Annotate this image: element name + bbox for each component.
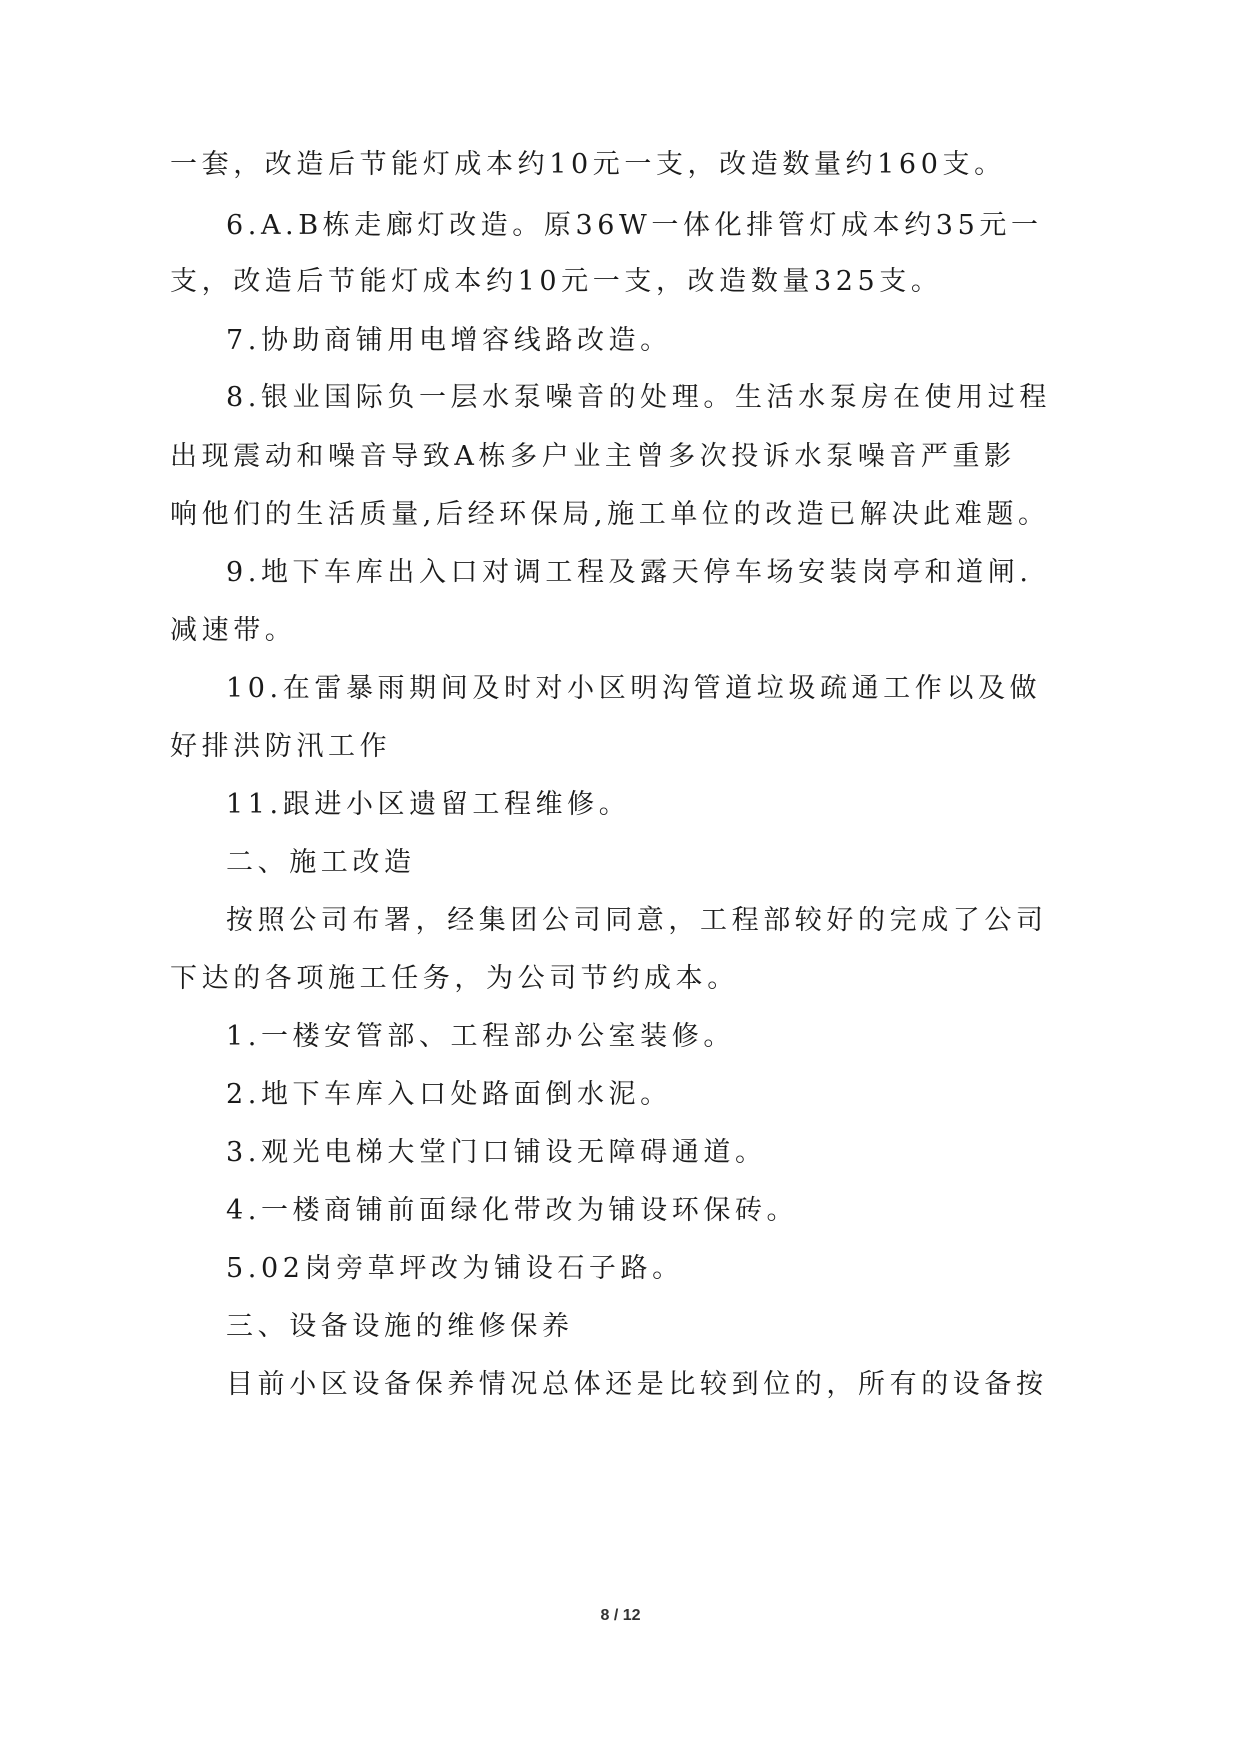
text-line: 响他们的生活质量,后经环保局,施工单位的改造已解决此难题。 [170, 499, 1050, 530]
text-line: 减速带。 [170, 615, 297, 646]
text-line: 一套，改造后节能灯成本约10元一支，改造数量约160支。 [170, 149, 1006, 180]
page-number: 8 / 12 [600, 1607, 641, 1624]
text-line: 好排洪防汛工作 [170, 731, 392, 762]
text-line: 4.一楼商铺前面绿化带改为铺设环保砖。 [226, 1195, 799, 1226]
section-heading: 二、施工改造 [226, 847, 416, 878]
text-line: 10.在雷暴雨期间及时对小区明沟管道垃圾疏通工作以及做 [226, 673, 1042, 704]
text-line: 按照公司布署，经集团公司同意，工程部较好的完成了公司 [226, 905, 1048, 936]
text-line: 7.协助商铺用电增容线路改造。 [226, 325, 672, 356]
text-line: 6.A.B栋走廊灯改造。原36W一体化排管灯成本约35元一 [226, 210, 1043, 241]
text-line: 支，改造后节能灯成本约10元一支，改造数量325支。 [170, 266, 943, 297]
text-line: 目前小区设备保养情况总体还是比较到位的，所有的设备按 [226, 1369, 1048, 1400]
text-line: 下达的各项施工任务，为公司节约成本。 [170, 963, 739, 994]
text-line: 8.银业国际负一层水泵噪音的处理。生活水泵房在使用过程 [226, 382, 1051, 413]
text-line: 11.跟进小区遗留工程维修。 [226, 789, 631, 820]
text-line: 2.地下车库入口处路面倒水泥。 [226, 1079, 672, 1110]
text-line: 9.地下车库出入口对调工程及露天停车场安装岗亭和道闸. [226, 557, 1033, 588]
section-heading: 三、设备设施的维修保养 [226, 1311, 574, 1342]
text-line: 3.观光电梯大堂门口铺设无障碍通道。 [226, 1137, 767, 1168]
text-line: 1.一楼安管部、工程部办公室装修。 [226, 1021, 735, 1052]
text-line: 出现震动和噪音导致A栋多户业主曾多次投诉水泵噪音严重影 [170, 441, 1016, 472]
text-line: 5.02岗旁草坪改为铺设石子路。 [226, 1253, 684, 1284]
